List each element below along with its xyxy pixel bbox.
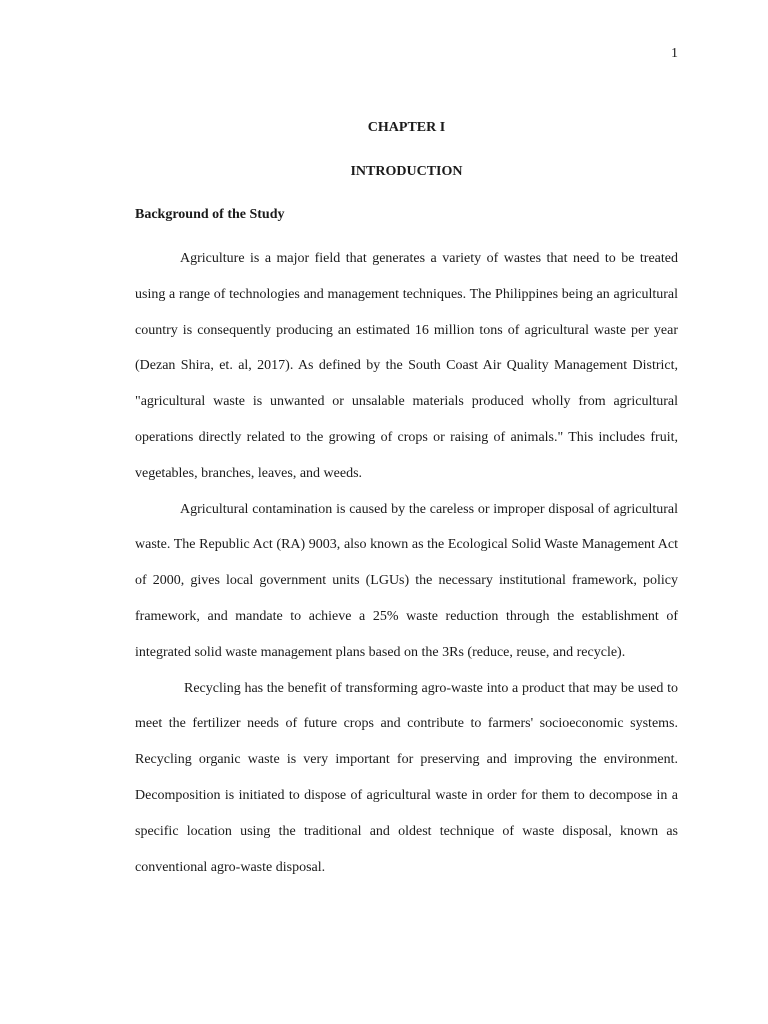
- paragraph-3: Recycling has the benefit of transforming agro-waste into a product that may be used to meet the fertilizer needs of future crops and contribute to farmers' socioeconomic systems. Recycling organic waste is very important for preserving and improving the environment. Decomposition is initiated to dispose of agricultural waste in order for them to decompose in a specific location using the traditional and oldest technique of waste disposal, known as conventional agro-waste disposal.: [135, 680, 678, 875]
- page-number: 1: [671, 46, 678, 61]
- paragraph-1: Agriculture is a major field that generates a variety of wastes that need to be treated using a range of technologies and management techniques. The Philippines being an agricultural country is consequently producing an estimated 16 million tons of agricultural waste per year (Dezan Shira, et. al, 2017). As defined by the South Coast Air Quality Management District, "agricultural waste is unwanted or unsalable materials produced wholly from agricultural operations directly related to the growing of crops or raising of animals." This includes fruit, vegetables, branches, leaves, and weeds.: [135, 251, 678, 481]
- paragraph-2: Agricultural contamination is caused by the careless or improper disposal of agricultural waste. The Republic Act (RA) 9003, also known as the Ecological Solid Waste Management Act of 2000, gives local government units (LGUs) the necessary institutional framework, policy framework, and mandate to achieve a 25% waste reduction through the establishment of integrated solid waste management plans based on the 3Rs (reduce, reuse, and recycle).: [135, 501, 678, 660]
- chapter-title: INTRODUCTION: [350, 164, 463, 179]
- body-text: [135, 241, 678, 885]
- section-heading: Background of the Study: [135, 207, 285, 222]
- chapter-heading: CHAPTER I: [367, 120, 446, 135]
